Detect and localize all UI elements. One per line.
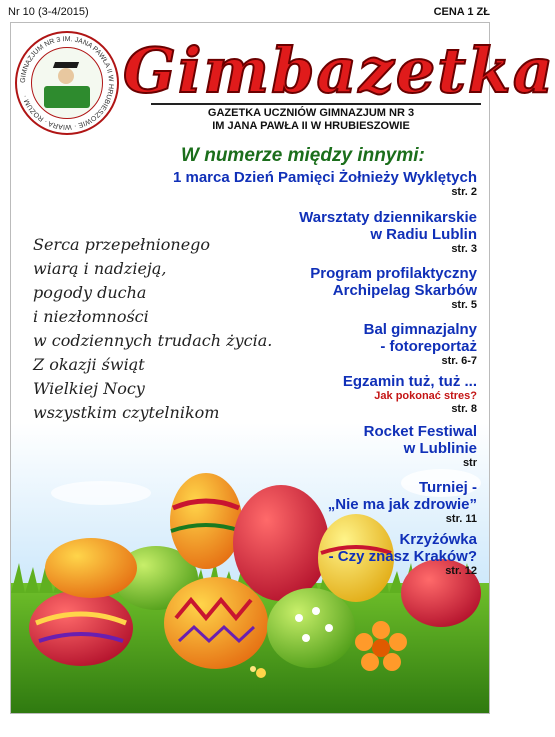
easter-egg-striped	[170, 473, 242, 569]
toc-item: Turniej - „Nie ma jak zdrowie” str. 11	[327, 479, 477, 525]
graduate-emblem	[31, 47, 103, 119]
toc-item: Bal gimnazjalny - fotoreportaż str. 6-7	[363, 321, 477, 367]
toc-item: Program profilaktyczny Archipelag Skarbów str. 5	[310, 265, 477, 311]
easter-egg-dotted	[267, 588, 355, 668]
cloud	[51, 481, 151, 505]
masthead-rule	[151, 103, 481, 105]
masthead	[123, 34, 555, 107]
issue-number: Nr 10 (3-4/2015)	[8, 6, 89, 18]
student-head-icon	[58, 68, 74, 84]
masthead-subtitle: GAZETKA UCZNIÓW GIMNAZJUM NR 3 IM JANA PAWŁA II W HRUBIESZOWIE	[207, 107, 415, 132]
toc-item: Warsztaty dziennikarskie w Radiu Lublin str. 3	[299, 209, 477, 255]
toc-heading: W numerze między innymi:	[181, 145, 425, 166]
svg-text:GIMNAZJUM NR 3 IM. JANA PAWŁA: GIMNAZJUM NR 3 IM. JANA PAWŁA II W HRUBIESZOWIE · WIARA · ROZUM ·	[19, 35, 115, 131]
easter-egg-red	[29, 590, 133, 666]
toc-item: Egzamin tuż, tuż ... Jak pokonać stres? str. 8	[342, 373, 477, 415]
toc-item: Krzyżówka - Czy znasz Kraków? str. 12	[328, 531, 477, 577]
easter-egg-large-red	[233, 485, 329, 601]
magazine-title: Gimbazetka	[123, 34, 555, 107]
price-label: CENA 1 ZŁ	[433, 6, 490, 18]
toc-item: 1 marca Dzień Pamięci Żołnieży Wyklętych str. 2	[172, 169, 477, 198]
toc-item: Rocket Festiwal w Lublinie str	[363, 423, 477, 469]
easter-egg-patterned	[164, 577, 268, 669]
easter-egg-orange	[45, 538, 137, 598]
open-book-icon	[44, 86, 90, 108]
cover-page	[10, 22, 555, 714]
school-seal-logo	[15, 31, 119, 135]
easter-greeting: Serca przepełnionego wiarą i nadzieją, pogody ducha i niezłomności w codziennych trudach życia. Z okazji świąt Wielkiej Nocy wszystkim czytelnikom	[33, 235, 273, 422]
